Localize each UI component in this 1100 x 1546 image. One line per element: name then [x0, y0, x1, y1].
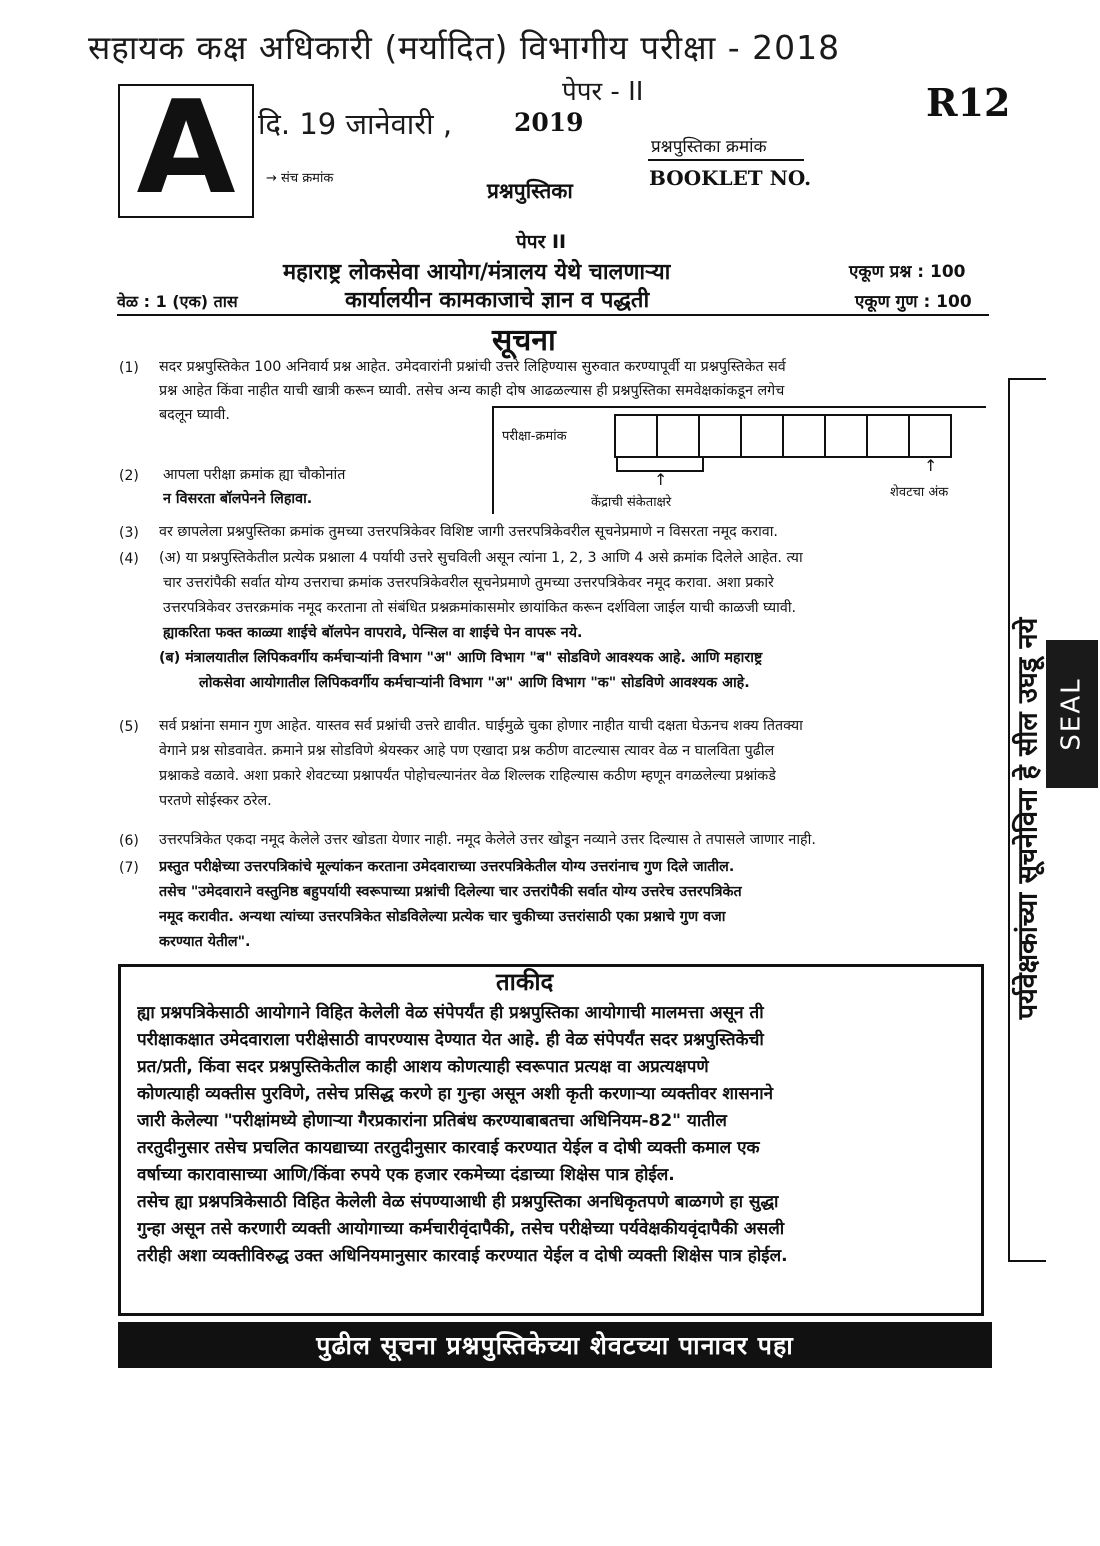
instruction-line: चार उत्तरांपैकी सर्वात योग्य उत्तराचा क्रमांक उत्तरपत्रिकेवरील सूचनेप्रमाणे तुमच्या उत्तरपत्रिकेवर नमूद करावा. अशा प्रकारे: [163, 575, 774, 591]
up-arrow-icon: ↑: [924, 456, 938, 475]
instruction-number: (2): [119, 468, 139, 484]
instruction-line: उत्तरपत्रिकेवर उत्तरक्रमांक नमूद करताना तो संबंधित प्रश्नक्रमांकासमोर छायांकित करून दर्शविला जाईल याची काळजी घ्यावी.: [163, 600, 797, 616]
roll-digit-cell[interactable]: [866, 414, 910, 458]
paper-code: R12: [926, 80, 1011, 125]
booklet-number-label-marathi: प्रश्नपुस्तिका क्रमांक: [651, 137, 767, 157]
instruction-number: (7): [119, 860, 139, 876]
instruction-item-4: [159, 546, 999, 696]
instruction-line: न विसरता बॉलपेनने लिहावा.: [163, 491, 313, 507]
warning-line: तसेच ह्या प्रश्नपत्रिकेसाठी विहित केलेली वेळ संपण्याआधी ही प्रश्नपुस्तिका अनधिकृतपणे बाळगणे हा सुद्धा: [137, 1192, 779, 1212]
total-marks: एकूण गुण : 100: [855, 292, 972, 312]
roll-number-label: परीक्षा-क्रमांक: [502, 429, 567, 444]
instruction-line: उत्तरपत्रिकेत एकदा नमूद केलेले उत्तर खोडता येणार नाही. नमूद केलेले उत्तर खोडून नव्याने उत्तर दिल्यास ते तपासले जाणार नाही.: [159, 832, 816, 848]
warning-heading: ताकीद: [496, 968, 554, 996]
set-number-label: → संच क्रमांक: [266, 171, 334, 186]
instruction-line: आपला परीक्षा क्रमांक ह्या चौकोनांत: [163, 467, 346, 483]
paper-title: पेपर II: [516, 231, 567, 253]
instruction-line: प्रश्न आहेत किंवा नाहीत याची खात्री करून घ्यावी. तसेच अन्य काही दोष आढळल्यास ही प्रश्नपुस्तिका समवेक्षकांकडून लगेच: [159, 383, 785, 399]
instruction-item-3: [159, 520, 999, 544]
roll-number-cells[interactable]: [616, 414, 952, 456]
instruction-line: वेगाने प्रश्न सोडवावेत. क्रमाने प्रश्न सोडविणे श्रेयस्कर आहे पण एखादा प्रश्न कठीण वाटल्यास त्यावर वेळ न घालविता पुढील: [159, 743, 775, 759]
warning-line: ह्या प्रश्नपत्रिकेसाठी आयोगाने विहित केलेली वेळ संपेपर्यंत ही प्रश्नपुस्तिका आयोगाची मालमत्ता असून ती: [137, 1003, 764, 1023]
warning-line: परीक्षाकक्षात उमेदवाराला परीक्षेसाठी वापरण्यास देण्यात येत आहे. ही वेळ संपेपर्यंत सदर प्रश्नपुस्तिकेची: [137, 1030, 764, 1050]
instruction-number: (6): [119, 833, 139, 849]
seal-warning-text: पर्यवेक्षकांच्या सूचनेविना हे सील उघडू नये: [1012, 617, 1044, 1019]
instruction-number: (1): [119, 360, 139, 376]
instruction-line: तसेच "उमेदवाराने वस्तुनिष्ठ बहुपर्यायी स्वरूपाच्या प्रश्नांची दिलेल्या चार उत्तरांपैकी सर्वात योग्य उत्तरेच उत्तरपत्रिकेत: [159, 884, 742, 900]
warning-line: वर्षाच्या कारावासाच्या आणि/किंवा रुपये एक हजार रकमेच्या दंडाच्या शिक्षेस पात्र होईल.: [137, 1165, 675, 1185]
instruction-line: परतणे सोईस्कर ठरेल.: [159, 793, 272, 809]
subject-line-2: कार्यालयीन कामकाजाचे ज्ञान व पद्धती: [345, 288, 650, 313]
seal-tab-label[interactable]: [1046, 640, 1098, 788]
instruction-line: सदर प्रश्नपुस्तिकेत 100 अनिवार्य प्रश्न आहेत. उमेदवारांनी प्रश्नांची उत्तरे लिहिण्यास सुरुवात करण्यापूर्वी या प्रश्नपुस्तिकेत सर्व: [159, 359, 786, 375]
instruction-line: (ब) मंत्रालयातील लिपिकवर्गीय कर्मचाऱ्यांनी विभाग "अ" आणि विभाग "ब" सोडविणे आवश्यक आहे. आणि महाराष्ट्र: [159, 650, 763, 666]
instruction-line: बदलून घ्यावी.: [159, 407, 230, 423]
roll-digit-cell[interactable]: [824, 414, 868, 458]
warning-body: [137, 1000, 977, 1270]
series-letter: A: [136, 74, 236, 223]
booklet-number-label-english: BOOKLET NO.: [649, 166, 812, 190]
warning-line: तरीही अशा व्यक्तीविरुद्ध उक्त अधिनियमानुसार कारवाई करण्यात येईल व दोषी व्यक्ती शिक्षेस पात्र होईल.: [137, 1246, 788, 1266]
warning-line: जारी केलेल्या "परीक्षांमध्ये होणाऱ्या गैरप्रकारांना प्रतिबंध करण्याबाबतचा अधिनियम-82" यातील: [137, 1111, 727, 1131]
warning-line: तरतुदीनुसार तसेच प्रचलित कायद्याच्या तरतुदीनुसार कारवाई करण्यात येईल व दोषी व्यक्ती कमाल एक: [137, 1138, 760, 1158]
up-arrow-icon: ↑: [654, 470, 668, 489]
instruction-number: (4): [119, 551, 139, 567]
exam-duration: वेळ : 1 (एक) तास: [117, 292, 238, 311]
instruction-line: ह्याकरिता फक्त काळ्या शाईचे बॉलपेन वापरावे, पेन्सिल वा शाईचे पेन वापरू नये.: [163, 625, 583, 641]
instruction-line: करण्यात येतील".: [159, 934, 251, 950]
instruction-line: लोकसेवा आयोगातील लिपिकवर्गीय कर्मचाऱ्यांनी विभाग "अ" आणि विभाग "क" सोडविणे आवश्यक आहे.: [199, 675, 750, 691]
handwritten-paper-number: पेपर - II: [562, 77, 644, 107]
handwritten-date: दि. 19 जानेवारी ,: [258, 107, 453, 141]
instruction-item-7: [159, 855, 999, 955]
roll-digit-cell[interactable]: [614, 414, 658, 458]
roll-digit-cell[interactable]: [782, 414, 826, 458]
handwritten-exam-title: सहायक कक्ष अधिकारी (मर्यादित) विभागीय परीक्षा - 2018: [88, 28, 841, 67]
warning-line: प्रत/प्रती, किंवा सदर प्रश्नपुस्तिकेतील काही आशय कोणत्याही स्वरूपात प्रत्यक्ष वा अप्रत्यक्षपणे: [137, 1057, 709, 1077]
instruction-line: सर्व प्रश्नांना समान गुण आहेत. यास्तव सर्व प्रश्नांची उत्तरे द्यावीत. घाईमुळे चुका होणार नाहीत याची दक्षता घेऊनच शक्य तितक्या: [159, 718, 803, 734]
roll-digit-cell[interactable]: [908, 414, 952, 458]
instruction-item-6: [159, 828, 999, 852]
instruction-item-5: [159, 714, 999, 814]
exam-year: 2019: [514, 108, 584, 137]
instruction-item-2: [163, 463, 483, 511]
roll-digit-cell[interactable]: [698, 414, 742, 458]
instruction-line: वर छापलेला प्रश्नपुस्तिका क्रमांक तुमच्या उत्तरपत्रिकेवर विशिष्ट जागी उत्तरपत्रिकेवरील सूचनेप्रमाणे न विसरता नमूद करावा.: [159, 524, 778, 540]
instruction-line: प्रश्नाकडे वळावे. अशा प्रकारे शेवटच्या प्रश्नापर्यंत पोहोचल्यानंतर वेळ शिल्लक राहिल्यास कठीण म्हणून वगळलेल्या प्रश्नांकडे: [159, 768, 776, 784]
header-rule: [117, 314, 989, 316]
last-digit-label: शेवटचा अंक: [890, 485, 949, 500]
instruction-number: (3): [119, 525, 139, 541]
seal-warning: [1008, 378, 1044, 1258]
booklet-divider: [648, 159, 804, 161]
instruction-line: प्रस्तुत परीक्षेच्या उत्तरपत्रिकांचे मूल्यांकन करताना उमेदवाराच्या उत्तरपत्रिकेतील योग्य उत्तरांनाच गुण दिले जातील.: [159, 859, 735, 875]
seal-label: SEAL: [1057, 677, 1088, 751]
booklet-title: प्रश्नपुस्तिका: [487, 179, 573, 203]
instruction-line: (अ) या प्रश्नपुस्तिकेतील प्रत्येक प्रश्नाला 4 पर्यायी उत्तरे सुचविली असून त्यांना 1, 2, 3 आणि 4 असे क्रमांक दिलेले आहेत. त्या: [159, 550, 803, 566]
subject-line-1: महाराष्ट्र लोकसेवा आयोग/मंत्रालय येथे चालणाऱ्या: [283, 260, 671, 285]
footer-note: पुढील सूचना प्रश्नपुस्तिकेच्या शेवटच्या पानावर पहा: [316, 1331, 794, 1360]
warning-line: कोणत्याही व्यक्तीस पुरविणे, तसेच प्रसिद्ध करणे हा गुन्हा असून अशी कृती करणाऱ्या व्यक्तीवर शासनाने: [137, 1084, 774, 1104]
roll-digit-cell[interactable]: [740, 414, 784, 458]
instructions-heading: सूचना: [492, 323, 556, 358]
instruction-number: (5): [119, 719, 139, 735]
roll-digit-cell[interactable]: [656, 414, 700, 458]
total-questions: एकूण प्रश्न : 100: [849, 262, 966, 282]
warning-line: गुन्हा असून तसे करणारी व्यक्ती आयोगाच्या कर्मचारीवृंदापैकी, तसेच परीक्षेच्या पर्यवेक्षकीयवृंदापैकी असली: [137, 1219, 785, 1239]
instruction-line: नमूद करावीत. अन्यथा त्यांच्या उत्तरपत्रिकेत सोडविलेल्या प्रत्येक चार चुकीच्या उत्तरांसाठी एका प्रश्नाचे गुण वजा: [159, 909, 726, 925]
centre-code-label: केंद्राची संकेताक्षरे: [591, 495, 672, 510]
